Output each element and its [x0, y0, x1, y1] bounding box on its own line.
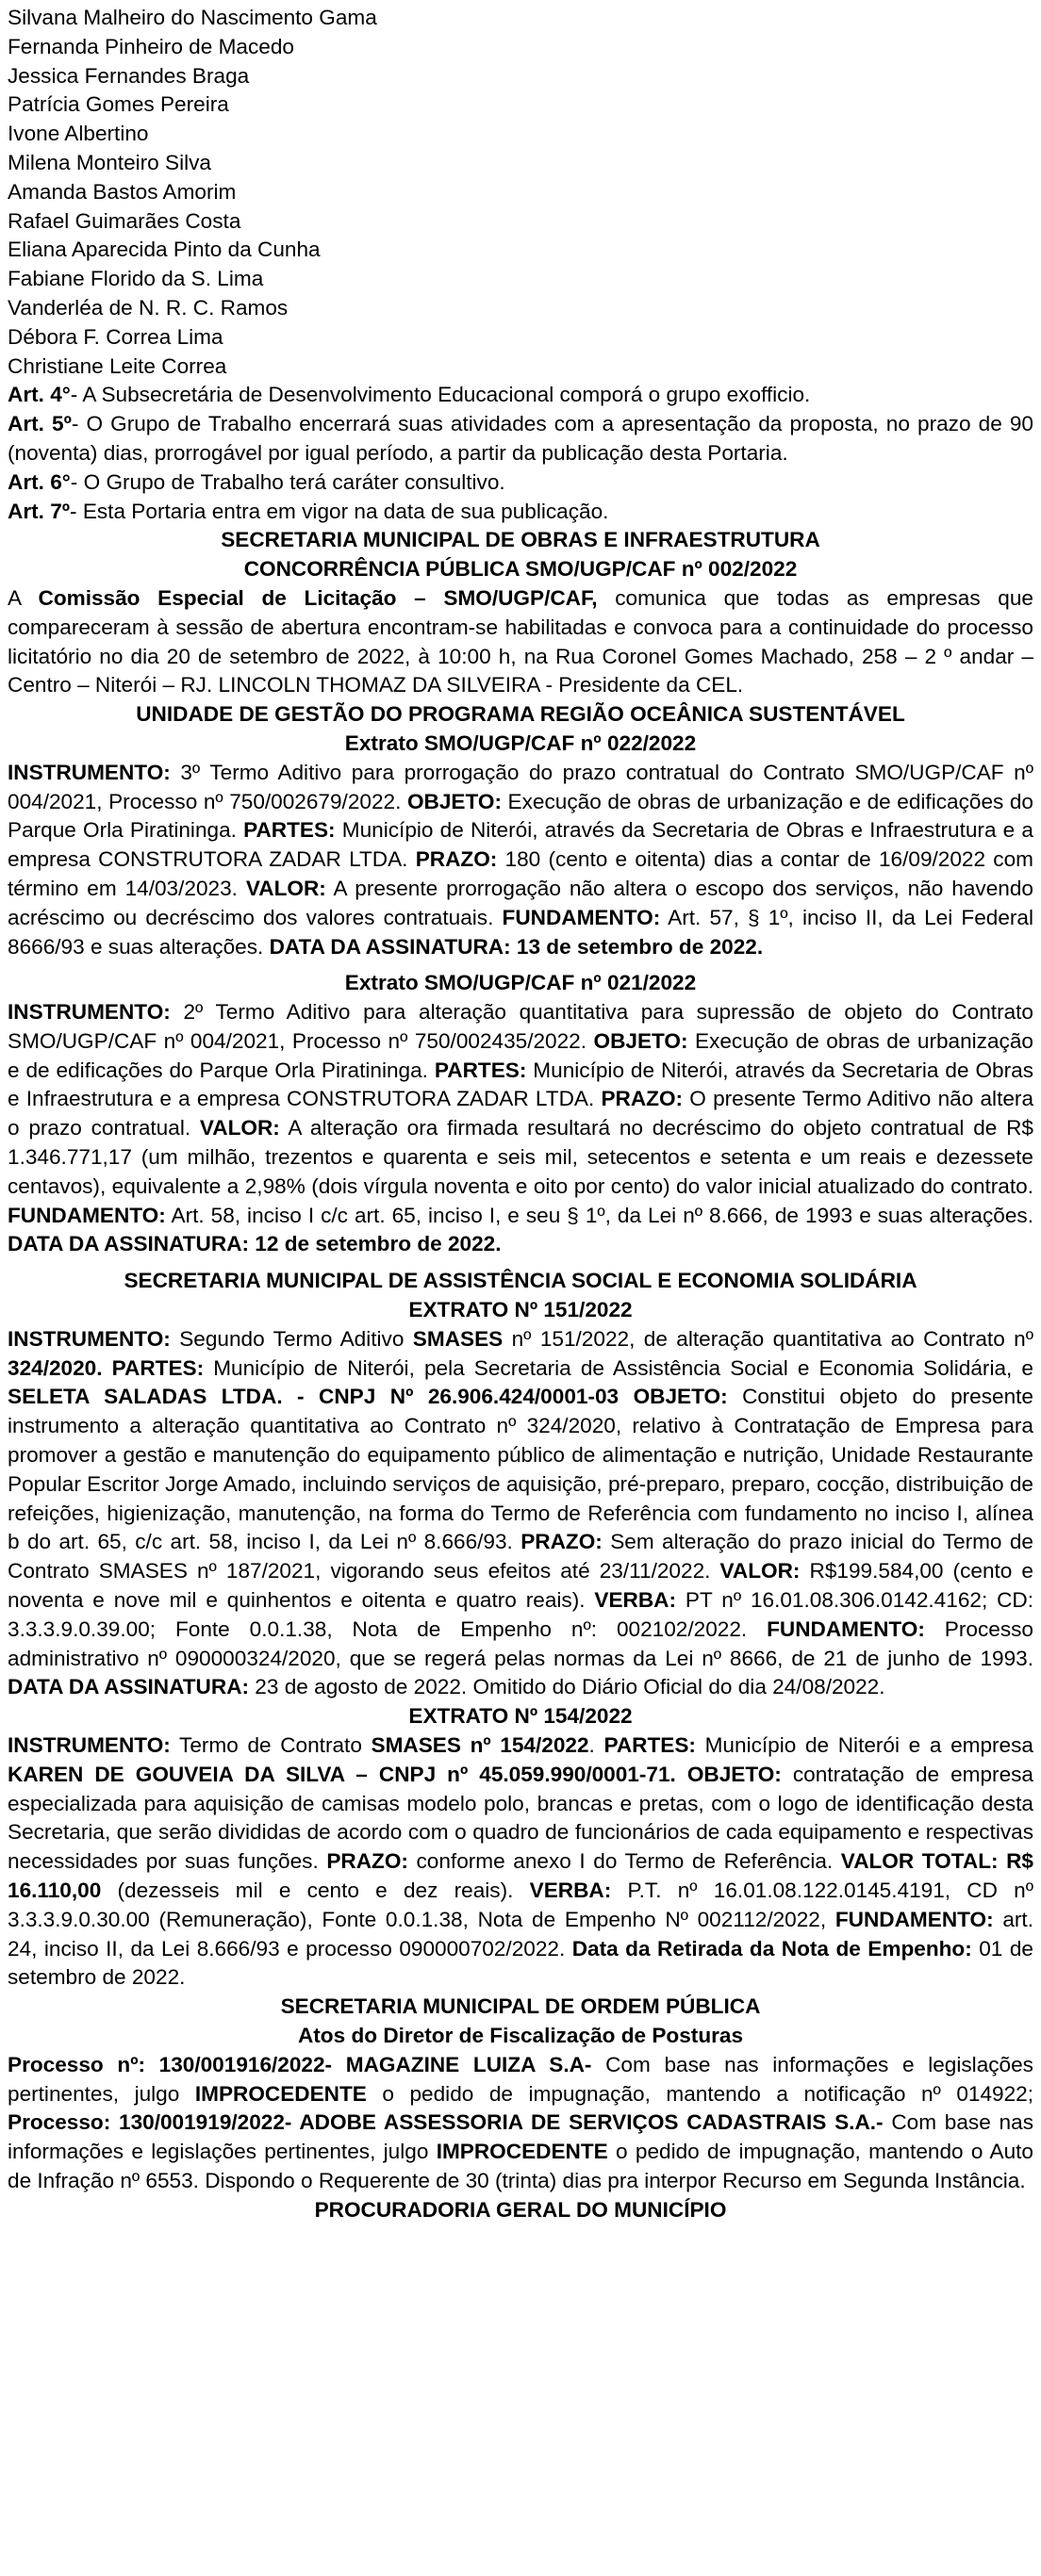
list-item: Vanderléa de N. R. C. Ramos: [8, 295, 289, 320]
list-item: Milena Monteiro Silva: [8, 150, 211, 174]
section-heading: SECRETARIA MUNICIPAL DE OBRAS E INFRAESTRUTURA: [221, 528, 820, 552]
article-6: Art. 6°- O Grupo de Trabalho terá caráter consultivo.: [8, 469, 505, 494]
paragraph-obras: A Comissão Especial de Licitação – SMO/UGP/CAF, comunica que todas as empresas que compareceram à sessão de abertura encontram-se habilitadas e convoca para a continuidade do processo licitatório no dia 20 de setembro de 2022, à 10:00 h, na Rua Coronel Gomes Machado, 258 – 2 º andar – Centro – Niterói – RJ. LINCOLN THOMAZ DA SILVEIRA - Presidente da CEL.: [8, 585, 1034, 697]
paragraph-extrato-154: INSTRUMENTO: Termo de Contrato SMASES nº 154/2022. PARTES: Município de Niterói e a empresa KAREN DE GOUVEIA DA SILVA – CNPJ nº 45.059.990/0001-71. OBJETO: contratação de empresa especializada para aquisição de camisas modelo polo, brancas e pretas, com o logo de identificação desta Secretaria, que serão divididas de acordo com o quadro de funcionários de cada equipamento e respectivas necessidades por suas funções. PRAZO: conforme anexo I do Termo de Referência. VALOR TOTAL: R$ 16.110,00 (dezesseis mil e cento e dez reais). VERBA: P.T. nº 16.01.08.122.0145.4191, CD nº 3.3.3.9.0.30.00 (Remuneração), Fonte 0.0.1.38, Nota de Empenho Nº 002112/2022, FUNDAMENTO: art. 24, inciso II, da Lei 8.666/93 e processo 090000702/2022. Data da Retirada da Nota de Empenho: 01 de setembro de 2022.: [8, 1733, 1033, 1990]
section-subheading: Extrato SMO/UGP/CAF nº 021/2022: [344, 971, 697, 995]
list-item: Amanda Bastos Amorim: [8, 179, 237, 204]
paragraph-posturas: Processo nº: 130/001916/2022- MAGAZINE LUIZA S.A- Com base nas informações e legislações pertinentes, julgo IMPROCEDENTE o pedido de impugnação, mantendo a notificação nº 014922; Processo: 130/001919/2022- ADOBE ASSESSORIA DE SERVIÇOS CADASTRAIS S.A.- Com base nas informações e legislações pertinentes, julgo IMPROCEDENTE o pedido de impugnação, mantendo o Auto de Infração nº 6553. Dispondo o Requerente de 30 (trinta) dias pra interpor Recurso em Segunda Instância.: [8, 2052, 1033, 2192]
section-subheading: Atos do Diretor de Fiscalização de Posturas: [297, 2023, 744, 2047]
section-subheading: EXTRATO Nº 151/2022: [408, 1298, 633, 1322]
list-item: Fernanda Pinheiro de Macedo: [8, 34, 294, 58]
list-item: Ivone Albertino: [8, 122, 149, 146]
section-subheading: Extrato SMO/UGP/CAF nº 022/2022: [344, 730, 697, 755]
list-item: Rafael Guimarães Costa: [8, 208, 241, 233]
article-4: Art. 4°- A Subsecretária de Desenvolvimento Educacional comporá o grupo exofficio.: [8, 383, 811, 407]
list-item: Patrícia Gomes Pereira: [8, 92, 229, 117]
list-item: Eliana Aparecida Pinto da Cunha: [8, 238, 321, 262]
list-item: Fabiane Florido da S. Lima: [8, 267, 264, 291]
paragraph-extrato-021: INSTRUMENTO: 2º Termo Aditivo para alteração quantitativa para supressão de objeto do Contrato SMO/UGP/CAF nº 004/2021, Processo nº 750/002435/2022. OBJETO: Execução de obras de urbanização e de edificações do Parque Orla Piratininga. PARTES: Município de Niterói, através da Secretaria de Obras e Infraestrutura e a empresa CONSTRUTORA ZADAR LTDA. PRAZO: O presente Termo Aditivo não altera o prazo contratual. VALOR: A alteração ora firmada resultará no decréscimo do objeto contratual de R$ 1.346.771,17 (um milhão, trezentos e quarenta e seis mil, setecentos e setenta e um reais e dezessete centavos), equivalente a 2,98% (dois vírgula noventa e oito por cento) do valor inicial atualizado do contrato. FUNDAMENTO: Art. 58, inciso I c/c art. 65, inciso I, e seu § 1º, da Lei nº 8.666, de 1993 e suas alterações. DATA DA ASSINATURA: 12 de setembro de 2022.: [8, 1000, 1034, 1256]
names-list: [8, 4, 1033, 381]
list-item: Silvana Malheiro do Nascimento Gama: [8, 6, 377, 29]
article-5: Art. 5º- O Grupo de Trabalho encerrará suas atividades com a apresentação da proposta, no prazo de 90 (noventa) dias, prorrogável por igual período, a partir da publicação desta Portaria.: [8, 412, 1033, 465]
section-heading: PROCURADORIA GERAL DO MUNICÍPIO: [314, 2197, 727, 2222]
paragraph-extrato-022: INSTRUMENTO: 3º Termo Aditivo para prorrogação do prazo contratual do Contrato SMO/UGP/CAF nº 004/2021, Processo nº 750/002679/2022. OBJETO: Execução de obras de urbanização e de edificações do Parque Orla Piratininga. PARTES: Município de Niterói, através da Secretaria de Obras e Infraestrutura e a empresa CONSTRUTORA ZADAR LTDA. PRAZO: 180 (cento e oitenta) dias a contar de 16/09/2022 com término em 14/03/2023. VALOR: A presente prorrogação não altera o escopo dos serviços, não havendo acréscimo ou decréscimo dos valores contratuais. FUNDAMENTO: Art. 57, § 1º, inciso II, da Lei Federal 8666/93 e suas alterações. DATA DA ASSINATURA: 13 de setembro de 2022.: [8, 760, 1034, 959]
section-heading: SECRETARIA MUNICIPAL DE ASSISTÊNCIA SOCIAL E ECONOMIA SOLIDÁRIA: [124, 1269, 917, 1293]
list-item: Christiane Leite Correa: [8, 353, 227, 378]
list-item: Jessica Fernandes Braga: [8, 63, 250, 88]
section-subheading: CONCORRÊNCIA PÚBLICA SMO/UGP/CAF nº 002/2022: [243, 557, 798, 582]
paragraph-extrato-151: INSTRUMENTO: Segundo Termo Aditivo SMASES nº 151/2022, de alteração quantitativa ao Contrato nº 324/2020. PARTES: Município de Niterói, pela Secretaria de Assistência Social e Economia Solidária, e SELETA SALADAS LTDA. - CNPJ Nº 26.906.424/0001-03 OBJETO: Constitui objeto do presente instrumento a alteração quantitativa ao Contrato nº 324/2020, relativo à Contratação de Empresa para promover a gestão e manutenção do equipamento público de alimentação e nutrição, Unidade Restaurante Popular Escritor Jorge Amado, incluindo serviços de aquisição, pré-preparo, preparo, cocção, distribuição de refeições, higienização, manutenção, na forma do Termo de Referência com fundamento no inciso I, alínea b do art. 65, c/c art. 58, inciso I, da Lei nº 8.666/93. PRAZO: Sem alteração do prazo inicial do Termo de Contrato SMASES nº 187/2021, vigorando seus efeitos até 23/11/2022. VALOR: R$199.584,00 (cento e noventa e nove mil e quinhentos e oitenta e quatro reais). VERBA: PT nº 16.01.08.306.0142.4162; CD: 3.3.3.9.0.39.00; Fonte 0.0.1.38, Nota de Empenho nº: 002102/2022. FUNDAMENTO: Processo administrativo nº 090000324/2020, que se regerá pelas normas da Lei nº 8666, de 21 de junho de 1993. DATA DA ASSINATURA: 23 de agosto de 2022. Omitido do Diário Oficial do dia 24/08/2022.: [8, 1326, 1034, 1699]
section-heading: SECRETARIA MUNICIPAL DE ORDEM PÚBLICA: [280, 1994, 761, 2019]
article-7: Art. 7º- Esta Portaria entra em vigor na data de sua publicação.: [8, 499, 609, 523]
section-heading: UNIDADE DE GESTÃO DO PROGRAMA REGIÃO OCEÂNICA SUSTENTÁVEL: [136, 702, 905, 727]
list-item: Débora F. Correa Lima: [8, 324, 223, 349]
section-subheading: EXTRATO Nº 154/2022: [408, 1704, 633, 1729]
